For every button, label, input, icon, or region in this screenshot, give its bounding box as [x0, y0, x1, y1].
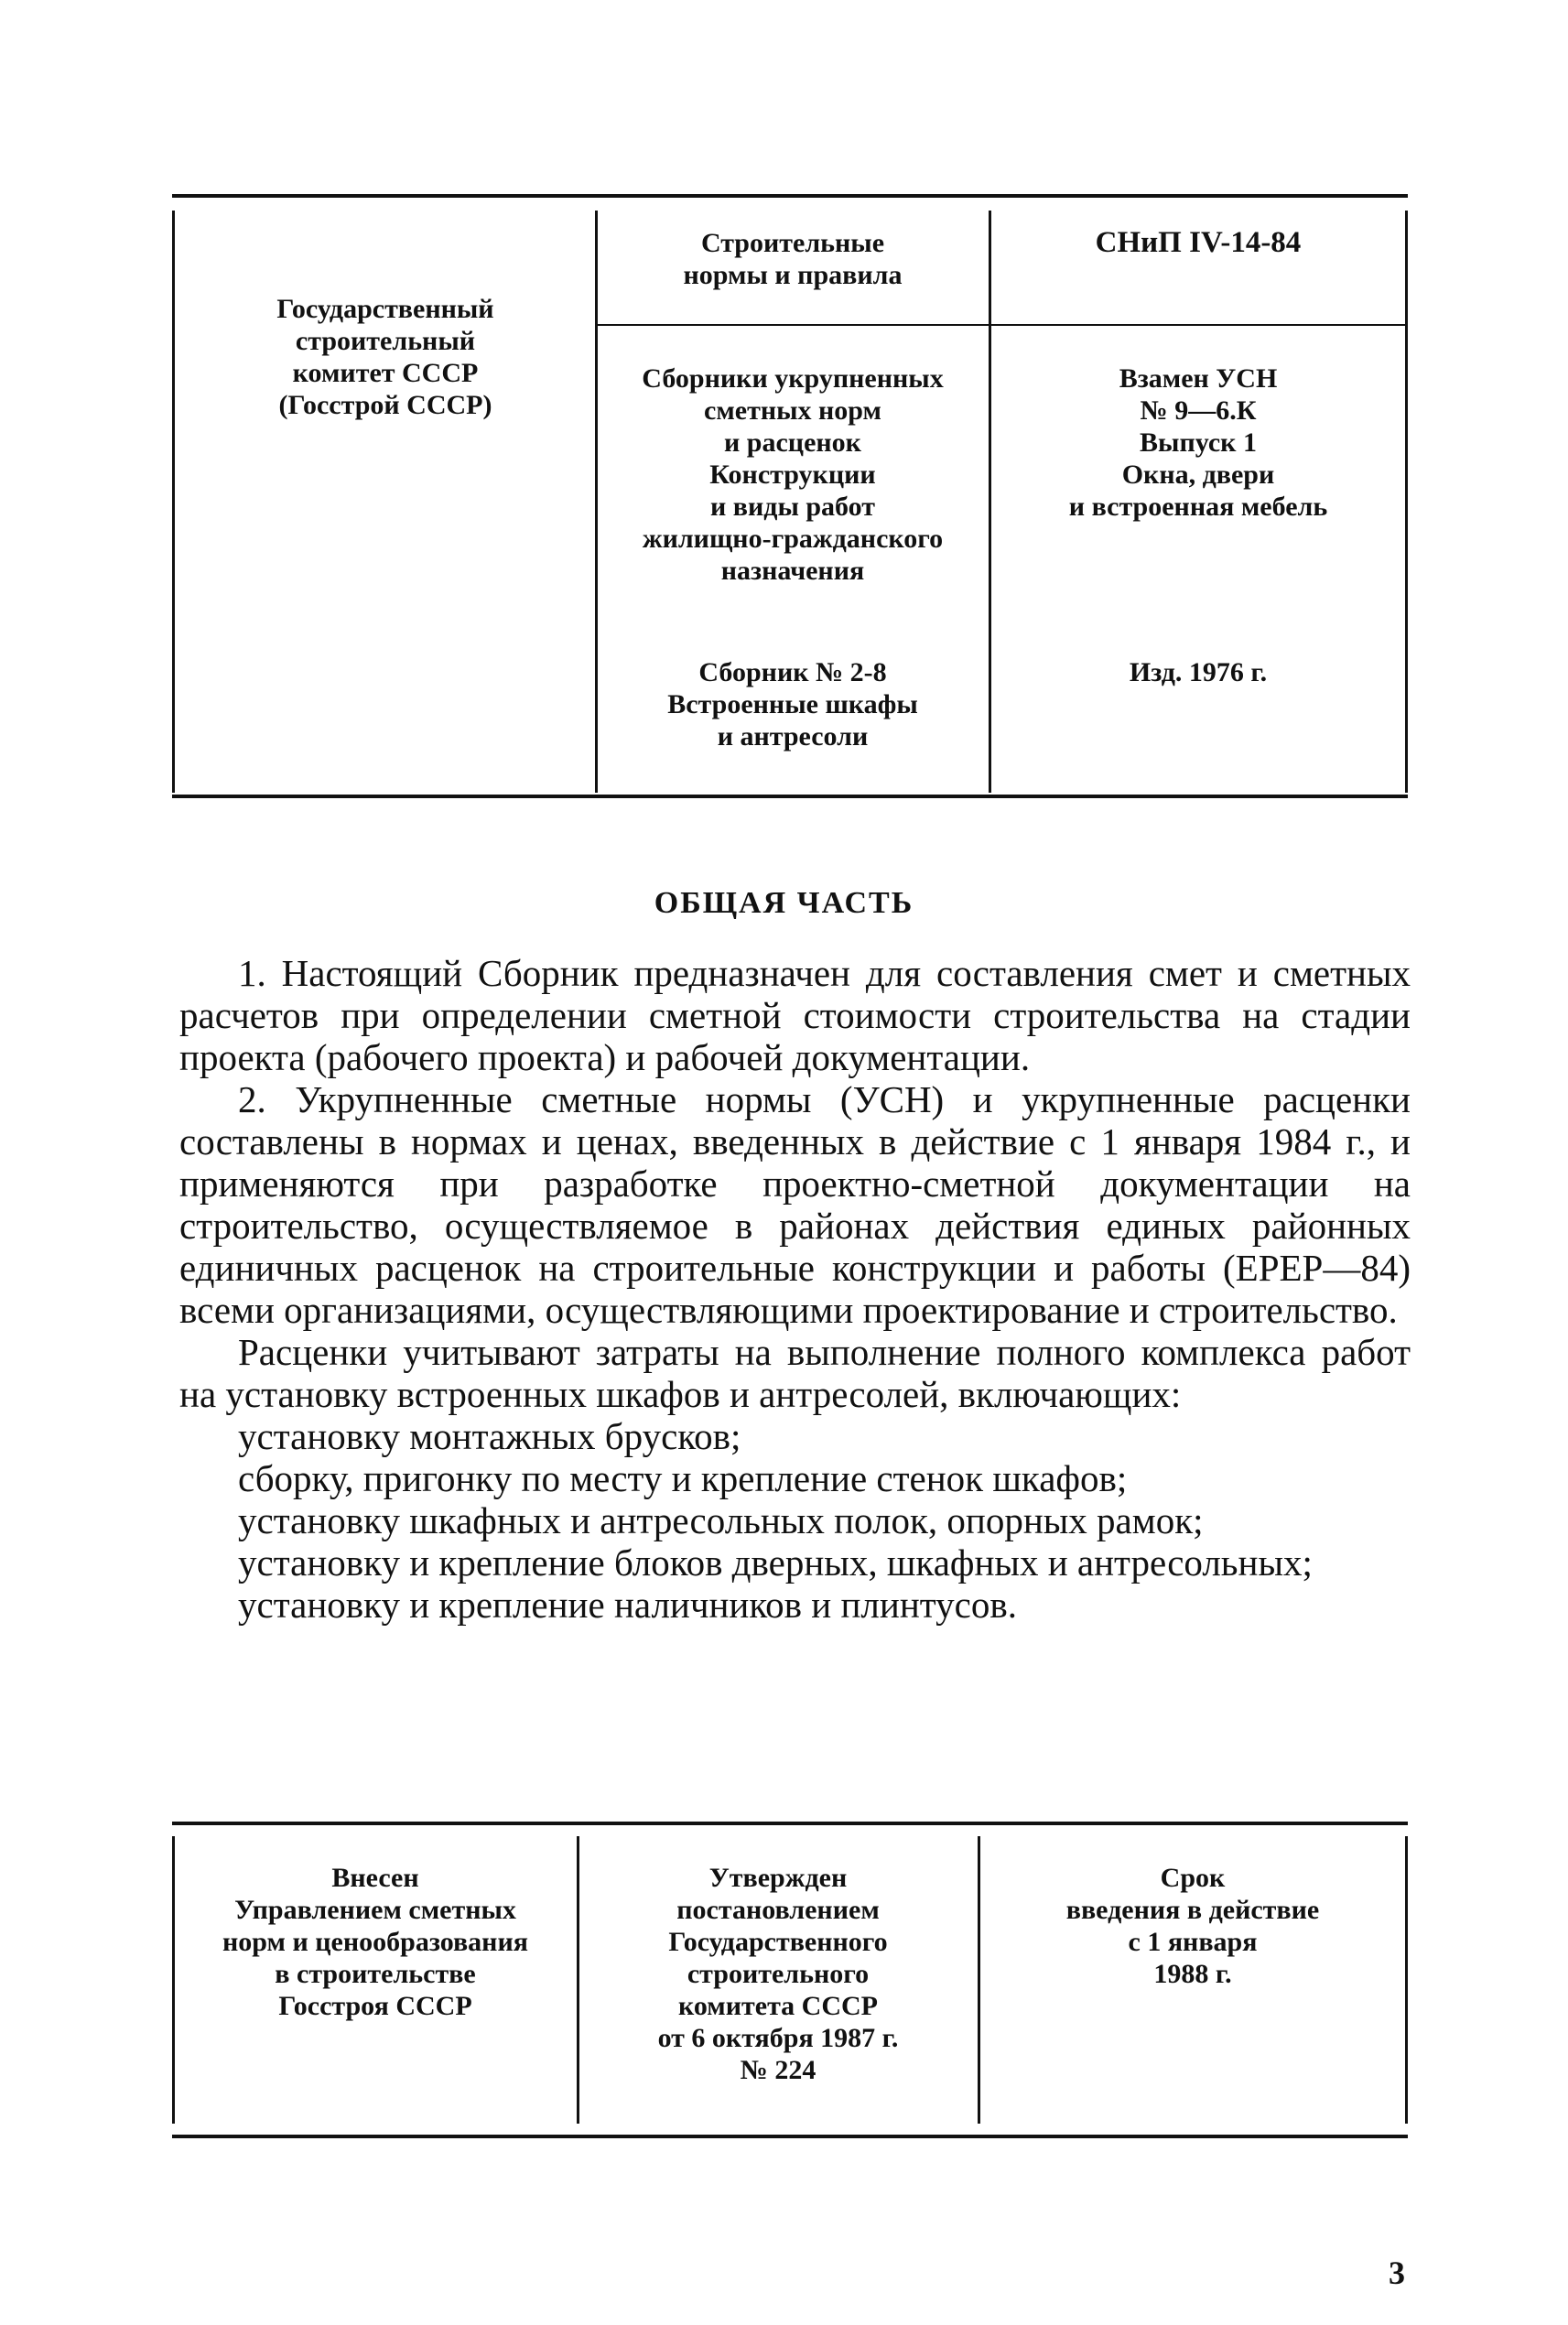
- code-cell: [992, 227, 1404, 259]
- collection-number-cell: [599, 656, 987, 752]
- introduced-line: Управлением сметных: [234, 1895, 516, 1925]
- approved-line: комитета СССР: [677, 1991, 878, 2021]
- footer-left-border: [172, 1836, 175, 2124]
- collections-line: сметных норм: [704, 395, 881, 426]
- introduced-cell: [176, 1862, 575, 2022]
- norms-title-cell: [599, 227, 987, 291]
- edition-text: Изд. 1976 г.: [1129, 657, 1268, 687]
- effective-line: Срок: [1160, 1863, 1226, 1893]
- approved-line: строительного: [687, 1959, 870, 1989]
- collection-number-line: Сборник № 2-8: [698, 657, 887, 687]
- section-title: ОБЩАЯ ЧАСТЬ: [654, 886, 914, 920]
- footer-divider-1: [577, 1836, 579, 2124]
- footer-right-border: [1405, 1836, 1408, 2124]
- effective-line: 1988 г.: [1153, 1959, 1232, 1989]
- replaces-line: Взамен УСН: [1119, 363, 1278, 394]
- list-item: установку и крепление блоков дверных, шкафных и антресольных;: [238, 1541, 1313, 1584]
- replaces-line: Окна, двери: [1121, 460, 1275, 490]
- page-number: 3: [1389, 2255, 1405, 2291]
- header-inner-rule: [595, 324, 1408, 326]
- collections-line: и виды работ: [710, 492, 875, 522]
- footer-divider-2: [978, 1836, 980, 2124]
- header-table: [172, 194, 1408, 798]
- collections-line: и расценок: [724, 427, 861, 458]
- replaces-line: Выпуск 1: [1140, 427, 1257, 458]
- list-item: установку шкафных и антресольных полок, опорных рамок;: [238, 1499, 1204, 1541]
- introduced-line: Внесен: [331, 1863, 419, 1893]
- effective-line: с 1 января: [1128, 1927, 1258, 1957]
- header-divider-2: [989, 211, 991, 793]
- collections-line: Конструкции: [709, 460, 876, 490]
- footer-top-rule: [172, 1822, 1408, 1825]
- collection-number-line: и антресоли: [717, 721, 869, 752]
- approved-line: Утвержден: [708, 1863, 848, 1893]
- collections-line: жилищно-гражданского: [642, 524, 944, 554]
- approved-line: Государственного: [668, 1927, 888, 1957]
- paragraph-2: 2. Укрупненные сметные нормы (УСН) и укрупненные расценки составлены в нормах и ценах, введенных в действие с 1 января 1984 г., и применяются при разработке проектно-сметной документации на строительство, осуществляемое в районах действия единых районных единичных расценок на строительные конструкции и работы (ЕРЕР—84) всеми организациями, осуществляющими проектирование и строительство.: [179, 1078, 1411, 1331]
- approved-cell: [580, 1862, 976, 2086]
- body-text: [179, 952, 1411, 1626]
- effective-date-cell: [981, 1862, 1404, 1990]
- approved-line: постановлением: [676, 1895, 880, 1925]
- header-left-border: [172, 211, 175, 793]
- effective-line: введения в действие: [1065, 1895, 1320, 1925]
- committee-cell: [179, 293, 591, 421]
- norms-title-line: Строительные: [700, 228, 885, 258]
- footer-bottom-rule: [172, 2135, 1408, 2138]
- norms-title-line: нормы и правила: [683, 260, 903, 290]
- replaces-line: и встроенная мебель: [1068, 492, 1328, 522]
- collections-line: Сборники укрупненных: [642, 363, 944, 394]
- edition-cell: [992, 656, 1404, 688]
- footer-table: [172, 1822, 1408, 2138]
- paragraph-1: 1. Настоящий Сборник предназначен для составления смет и сметных расчетов при определении сметной стоимости строительства на стадии проекта (рабочего проекта) и рабочей документации.: [179, 952, 1411, 1078]
- work-list: [179, 1415, 1411, 1626]
- list-item: установку монтажных брусков;: [238, 1415, 741, 1457]
- collection-number-line: Встроенные шкафы: [667, 689, 918, 719]
- committee-line: Государственный: [276, 294, 494, 324]
- document-code: СНиП IV-14-84: [1095, 226, 1302, 259]
- introduced-line: в строительстве: [275, 1959, 476, 1989]
- collections-line: назначения: [720, 556, 865, 586]
- header-top-rule: [172, 194, 1408, 198]
- introduced-line: Госстроя СССР: [278, 1991, 472, 2021]
- committee-line: (Госстрой СССР): [278, 390, 492, 420]
- list-item: сборку, пригонку по месту и крепление стенок шкафов;: [238, 1457, 1128, 1499]
- replaces-line: № 9—6.К: [1140, 395, 1257, 426]
- replaces-cell: [992, 362, 1404, 523]
- approved-line: № 224: [740, 2055, 816, 2085]
- committee-line: строительный: [295, 326, 476, 356]
- paragraph-3: Расценки учитывают затраты на выполнение полного комплекса работ на установку встроенных шкафов и антресолей, включающих:: [179, 1331, 1411, 1415]
- committee-line: комитет СССР: [292, 358, 479, 388]
- list-item: установку и крепление наличников и плинтусов.: [238, 1584, 1017, 1626]
- introduced-line: норм и ценообразования: [222, 1927, 528, 1957]
- header-divider-1: [595, 211, 598, 793]
- header-bottom-rule: [172, 795, 1408, 798]
- collections-cell: [599, 362, 987, 587]
- header-right-border: [1405, 211, 1408, 793]
- approved-line: от 6 октября 1987 г.: [657, 2023, 899, 2053]
